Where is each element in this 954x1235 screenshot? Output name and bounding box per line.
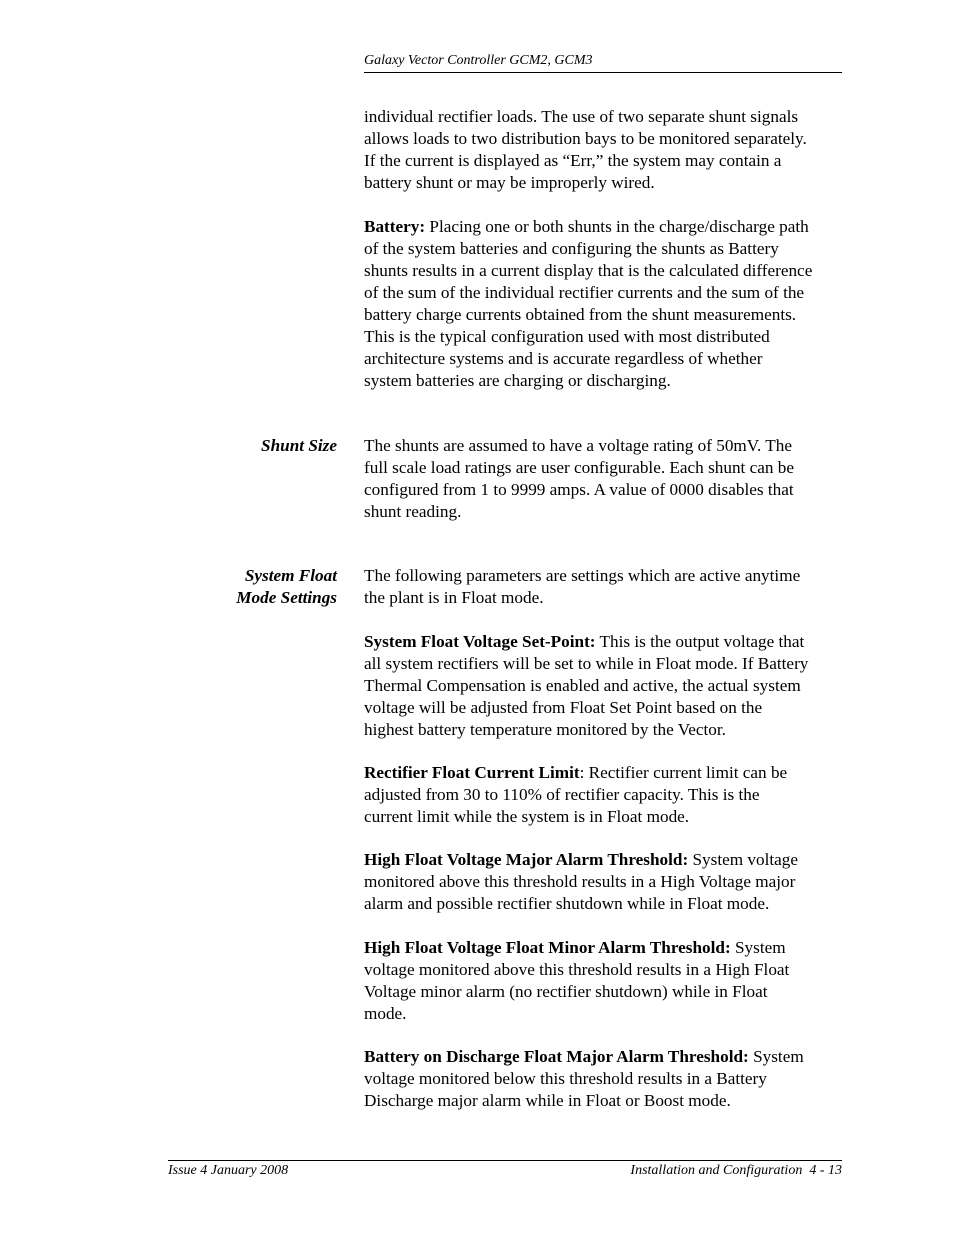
param-text: This is the output voltage that all system rectifiers will be set to while in Float mode. If Battery Thermal Compensation is enabled and active, the actual system voltage will be adjusted from Float Set Point based on the highest battery temperature monitored by the Vector. xyxy=(364,632,809,739)
footer-rule xyxy=(168,1160,842,1161)
param-term: High Float Voltage Major Alarm Threshold: xyxy=(364,850,689,869)
footer-issue-date: Issue 4 January 2008 xyxy=(168,1163,289,1178)
header-rule xyxy=(364,72,842,73)
param-term: Rectifier Float Current Limit xyxy=(364,763,580,782)
param-float-voltage-setpoint xyxy=(364,631,844,741)
battery-paragraph xyxy=(364,216,844,392)
shunt-size-label: Shunt Size xyxy=(261,436,337,455)
param-text: System voltage monitored below this threshold results in a Battery Discharge major alarm while in Float or Boost mode. xyxy=(364,1047,804,1110)
intro-text: individual rectifier loads. The use of two separate shunt signals allows loads to two distribution bays to be monitored separately. If the current is displayed as “Err,” the system may contain a battery shunt or may be improperly wired. xyxy=(364,107,807,192)
running-header: Galaxy Vector Controller GCM2, GCM3 xyxy=(364,53,593,68)
float-settings-label: System Float Mode Settings xyxy=(236,566,337,607)
param-high-float-major-alarm xyxy=(364,849,844,915)
param-rectifier-current-limit xyxy=(364,762,844,828)
param-term: Battery on Discharge Float Major Alarm Threshold: xyxy=(364,1047,749,1066)
param-term: System Float Voltage Set-Point: xyxy=(364,632,596,651)
battery-text: Placing one or both shunts in the charge/discharge path of the system batteries and configuring the shunts as Battery shunts results in a current display that is the calculated difference of the sum of the individual rectifier currents and the sum of the battery charge currents obtained from the shunt measurements. This is the typical configuration used with most distributed architecture systems and is accurate regardless of whether system batteries are charging or discharging. xyxy=(364,217,813,390)
battery-term: Battery: xyxy=(364,217,426,236)
shunt-size-paragraph xyxy=(364,435,844,523)
intro-paragraph xyxy=(364,106,844,194)
param-text: System voltage monitored above this threshold results in a High Float Voltage minor alarm (no rectifier shutdown) while in Float mode. xyxy=(364,938,790,1023)
param-text: : Rectifier current limit can be adjusted from 30 to 110% of rectifier capacity. This is the current limit while the system is in Float mode. xyxy=(364,763,788,826)
footer-page-number: Installation and Configuration 4 - 13 xyxy=(630,1163,842,1178)
param-battery-discharge-alarm xyxy=(364,1046,844,1112)
shunt-size-text: The shunts are assumed to have a voltage rating of 50mV. The full scale load ratings are user configurable. Each shunt can be configured from 1 to 9999 amps. A value of 0000 disables that shunt reading. xyxy=(364,436,794,521)
float-settings-text: The following parameters are settings which are active anytime the plant is in Float mode. xyxy=(364,566,801,607)
param-text: System voltage monitored above this threshold results in a High Voltage major alarm and possible rectifier shutdown while in Float mode. xyxy=(364,850,798,913)
param-term: High Float Voltage Float Minor Alarm Threshold: xyxy=(364,938,731,957)
param-high-float-minor-alarm xyxy=(364,937,844,1025)
float-settings-paragraph xyxy=(364,565,844,609)
